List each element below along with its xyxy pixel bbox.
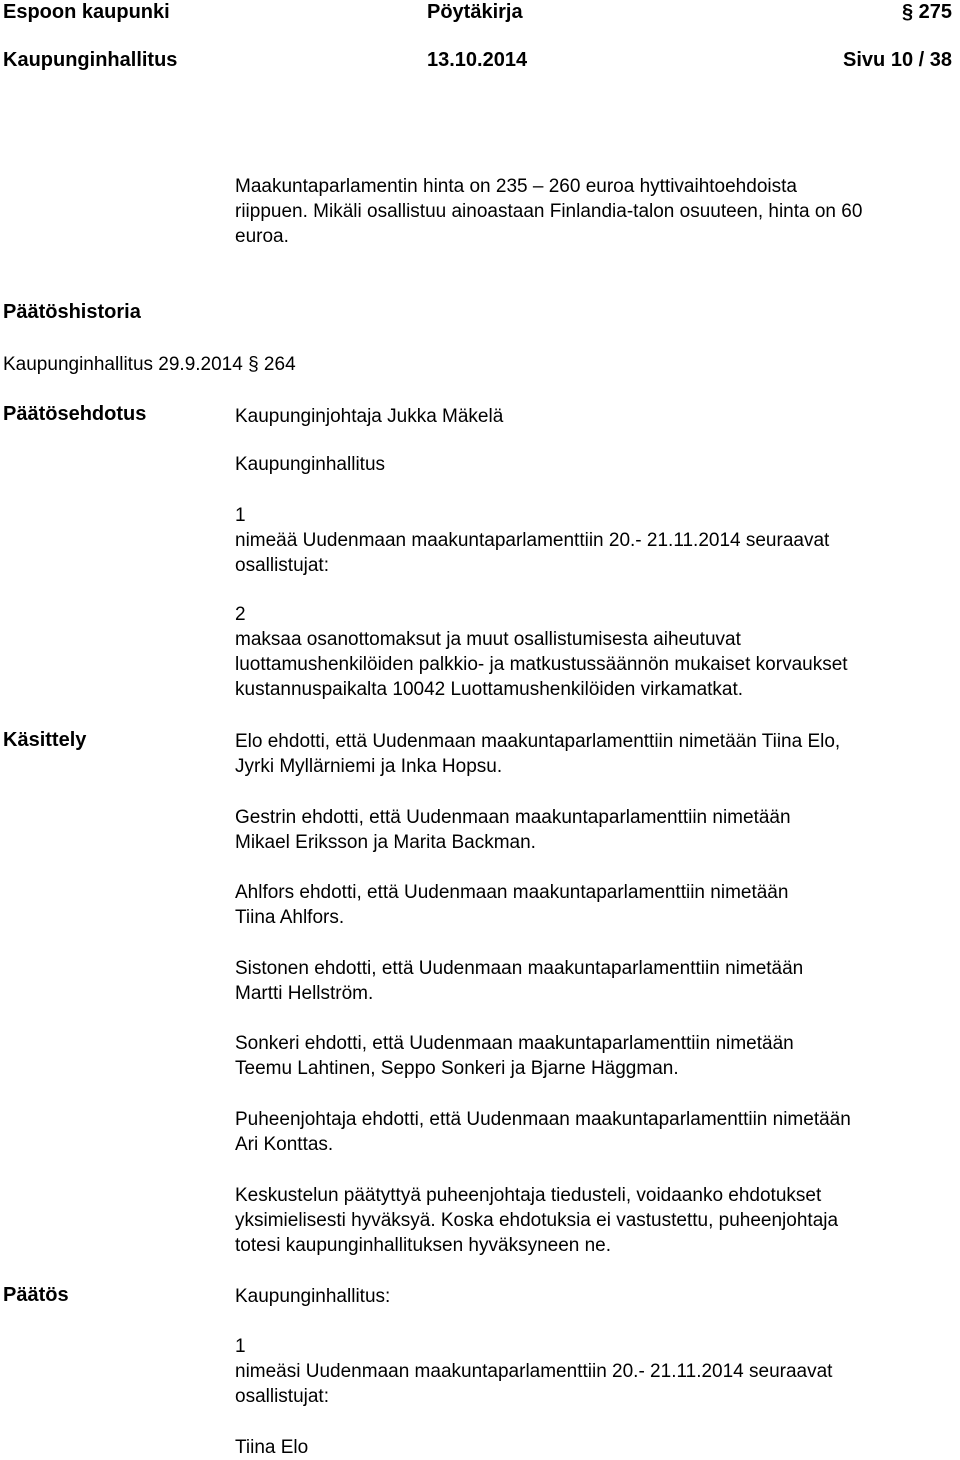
paragraph-line: Keskustelun päätyttyä puheenjohtaja tiedusteli, voidaanko ehdotukset bbox=[235, 1185, 822, 1206]
item-line: kustannuspaikalta 10042 Luottamushenkilöiden virkamatkat. bbox=[235, 679, 744, 700]
intro-line: Maakuntaparlamentin hinta on 235 – 260 euroa hyttivaihtoehdoista bbox=[235, 176, 797, 197]
item-number: 2 bbox=[235, 604, 246, 625]
item-line: osallistujat: bbox=[235, 1386, 329, 1407]
paragraph-line: yksimielisesti hyväksyä. Koska ehdotuksia ei vastustettu, puheenjohtaja bbox=[235, 1210, 839, 1231]
intro-line: riippuen. Mikäli osallistuu ainoastaan Finlandia-talon osuuteen, hinta on 60 bbox=[235, 201, 863, 222]
paragraph-line: Tiina Ahlfors. bbox=[235, 907, 345, 928]
processing-label: Käsittely bbox=[3, 729, 87, 751]
decision-body bbox=[235, 1284, 955, 1309]
intro-paragraph bbox=[235, 174, 955, 249]
proposal-item-1 bbox=[235, 503, 955, 578]
paragraph-line: Puheenjohtaja ehdotti, että Uudenmaan maakuntaparlamenttiin nimetään bbox=[235, 1109, 851, 1130]
paragraph-line: totesi kaupunginhallituksen hyväksyneen ne. bbox=[235, 1235, 612, 1256]
item-line: osallistujat: bbox=[235, 555, 329, 576]
org-name: Espoon kaupunki bbox=[3, 1, 170, 23]
meeting-body: Kaupunginhallitus bbox=[3, 49, 178, 71]
history-meeting: Kaupunginhallitus 29.9.2014 § 264 bbox=[3, 354, 296, 375]
paragraph-line: Sistonen ehdotti, että Uudenmaan maakuntaparlamenttiin nimetään bbox=[235, 958, 804, 979]
proposer-name: Kaupunginjohtaja Jukka Mäkelä bbox=[235, 406, 504, 427]
item-line: maksaa osanottomaksut ja muut osallistumisesta aiheutuvat bbox=[235, 629, 741, 650]
item-number: 1 bbox=[235, 1336, 246, 1357]
processing-paragraph bbox=[235, 729, 955, 779]
proposal-body-text: Kaupunginhallitus bbox=[235, 454, 386, 475]
section-number: § 275 bbox=[901, 1, 952, 23]
item-line: nimeää Uudenmaan maakuntaparlamenttiin 20.- 21.11.2014 seuraavat bbox=[235, 530, 830, 551]
proposal-item-2 bbox=[235, 602, 955, 702]
decision-label: Päätös bbox=[3, 1284, 69, 1306]
processing-paragraph bbox=[235, 956, 955, 1006]
paragraph-line: Gestrin ehdotti, että Uudenmaan maakuntaparlamenttiin nimetään bbox=[235, 807, 791, 828]
proposal-label: Päätösehdotus bbox=[3, 403, 147, 425]
participant-name: Tiina Elo bbox=[235, 1437, 309, 1458]
processing-paragraph bbox=[235, 1031, 955, 1081]
item-line: nimeäsi Uudenmaan maakuntaparlamenttiin 20.- 21.11.2014 seuraavat bbox=[235, 1361, 833, 1382]
paragraph-line: Ahlfors ehdotti, että Uudenmaan maakuntaparlamenttiin nimetään bbox=[235, 882, 789, 903]
intro-line: euroa. bbox=[235, 226, 289, 247]
history-heading: Päätöshistoria bbox=[3, 301, 141, 323]
paragraph-line: Teemu Lahtinen, Seppo Sonkeri ja Bjarne Häggman. bbox=[235, 1058, 679, 1079]
decision-item-1 bbox=[235, 1334, 955, 1409]
paragraph-line: Sonkeri ehdotti, että Uudenmaan maakuntaparlamenttiin nimetään bbox=[235, 1033, 794, 1054]
processing-paragraph bbox=[235, 805, 955, 855]
processing-paragraph bbox=[235, 880, 955, 930]
document-type: Pöytäkirja bbox=[427, 1, 523, 23]
processing-paragraph bbox=[235, 1183, 955, 1258]
paragraph-line: Elo ehdotti, että Uudenmaan maakuntaparlamenttiin nimetään Tiina Elo, bbox=[235, 731, 841, 752]
decision-participant bbox=[235, 1435, 955, 1460]
item-number: 1 bbox=[235, 505, 246, 526]
paragraph-line: Jyrki Myllärniemi ja Inka Hopsu. bbox=[235, 756, 503, 777]
proposal-proposer bbox=[235, 404, 955, 429]
processing-paragraph bbox=[235, 1107, 955, 1157]
paragraph-line: Mikael Eriksson ja Marita Backman. bbox=[235, 832, 536, 853]
decision-body-text: Kaupunginhallitus: bbox=[235, 1286, 391, 1307]
page-number: Sivu 10 / 38 bbox=[843, 49, 952, 71]
meeting-date: 13.10.2014 bbox=[427, 49, 528, 71]
paragraph-line: Ari Konttas. bbox=[235, 1134, 334, 1155]
item-line: luottamushenkilöiden palkkio- ja matkustussäännön mukaiset korvaukset bbox=[235, 654, 848, 675]
paragraph-line: Martti Hellström. bbox=[235, 983, 374, 1004]
proposal-body bbox=[235, 452, 955, 477]
